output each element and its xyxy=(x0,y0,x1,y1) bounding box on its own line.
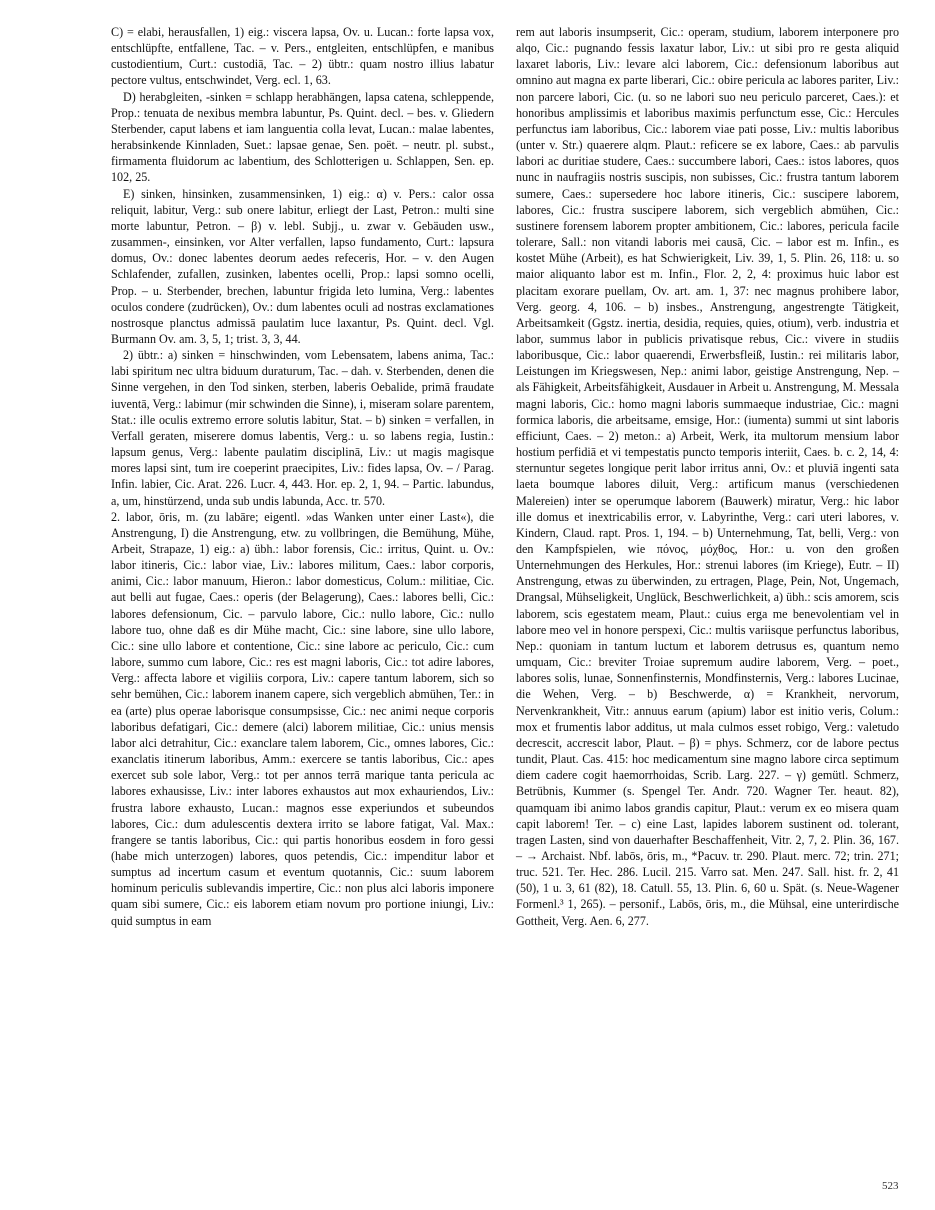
page-number: 523 xyxy=(882,1180,899,1192)
entry-paragraph-c: C) = elabi, herausfallen, 1) eig.: viscera lapsa, Ov. u. Lucan.: forte lapsa vox, entschlüpfte, entfallene, Tac. – v. Pers., entgleiten, entschlüpfen, e manibus custodientium, Curt.: custodiā, Tac. – 2) übtr.: quam nostro illius labatur pectore vultus, entschwindet, Verg. ecl. 1, 63. xyxy=(111,25,494,88)
entry-paragraph-e: E) sinken, hinsinken, zusammensinken, 1) eig.: α) v. Pers.: calor ossa reliquit, labitur, Verg.: sub onere labitur, erliegt der Last, Petron.: multi sine morte labuntur, Petron. – β) v. lebl. Subjj., u. zwar v. Gebäuden usw., zusammen-, einsinken, vor Alter verfallen, lapso fundamento, Curt.: lapsura domus, Ov.: donec labentes deorum aedes refeceris, Hor. – v. den Augen Schlafender, zufallen, zusinken, labentes ocelli, Prop.: lapsi somno ocelli, Prop. – u. Sterbender, brechen, labuntur frigida leto lumina, Verg.: labentes oculos condere (zudrücken), Ov.: dum labentes oculi ad nostras exclamationes nostrosque planctus admissā paulatim luce laxantur, Ps. Quint. decl. Vgl. Burmann Ov. am. 3, 5, 1; trist. 3, 3, 44. xyxy=(111,186,494,346)
left-column xyxy=(111,24,494,929)
entry-labor-continued: rem aut laboris insumpserit, Cic.: operam, studium, laborem interponere pro alqo, Cic.: pugnando fessis laxatur labor, Liv.: ut sibi pro re gesta aliquid laxaret laboris, Liv.: levare alci laborem, Cic.: defensionum laboribus aut omnino aut magna ex parte liberari, Cic.: obire pericula ac labores pariter, Liv.: non parcere labori, Cic. (u. so ne labori suo neu periculo parceret, Caes.): et honoribus amplissimis et laboribus maximis perfunctum esse, Cic.: Hercules perfunctus iam laboribus, Cic.: laborem viae pati posse, Liv.: multis laboribus (unter v. Str.) quaerere alqm. Plaut.: reficere se ex labore, Caes.: ab parvulis labori ac duritiae studere, Caes.: succumbere labori, Caes.: istos labores, quos nunc in naufragiis nostris suscipis, non subisses, Cic.: frustra tantum laborem sumere, Caes.: supersedere hoc labore itineris, Cic.: suscipere laborem, labores, Cic.: frustra suscipere laborem, sich vergeblich abmühen, Cic.: sustinere forensem laborem propter ambitionem, Cic.: labores, pericula facile tolerare, Sall.: non vitandi laboris mei causā, Cic. – labor est m. Infin., es kostet Mühe (Arbeit), es hat Schwierigkeit, Liv. 39, 1, 5. Plin. 26, 118: u. so maior aliquanto labor est m. Infin., Flor. 2, 2, 4: proximus huic labor est placitam exorare puellam, Ov. art. am. 1, 37: nec magnus prohibere labor, Verg. georg. 4, 106. – b) insbes., Anstrengung, angestrengte Tätigkeit, Arbeitsamkeit (Ggstz. inertia, desidia, requies, quies, otium), verb. industria et labor, summus labor in publicis privatisque rebus, Cic.: vivere in studiis laboribusque, Cic.: labor quaerendi, Erwerbsfleiß, Iustin.: rei militaris labor, Leistungen im Kriegswesen, Nep.: animi labor, geistige Anstrengung, Nep. – als Fähigkeit, Arbeitsfähigkeit, Ausdauer in Arbeit u. Anstrengung, M. Messala magni laboris, Cic.: homo magni laboris summaeque industriae, Cic.: magni formica laboris, die arbeitsame, emsige, Hor.: (iumenta) summi ut sint laboris efficiunt, Caes. – 2) meton.: a) Arbeit, Werk, ita multorum mensium labor hostium perfidiā et vi tempestatis puncto temporis interiit, Caes. b. c. 2, 14, 4: sternuntur segetes longique perit labor irritus anni, Ov.: et pluviā ingenti sata laeta boumque labores diluit, Verg.: artificum manus (verschiedenen Malereien) inter se operumque laborem (Bauwerk) miratur, Verg.: hic labor ille domus et inextricabilis error, v. Labyrinthe, Verg.: cari uteri labores, v. Kindern, Claud. rapt. Pros. 1, 194. – b) Unternehmung, Tat, belli, Verg.: von den Kampfspielen, wie πόνος, μόχθος, Hor.: u. von den großen Unternehmungen des Herkules, Hor.: strenui labores (im Kriege), Eutr. – II) Anstrengung, etwas zu überwinden, zu ertragen, Plage, Pein, Not, Ungemach, Drangsal, Mühseligkeit, Unglück, Beschwerlichkeit, a) übh.: scis amorem, scis laborem, scis egestatem meam, Plaut.: cuius erga me benevolentiam vel in labore meo vel in honore perspexi, Cic.: multis variisque perfunctus laboribus, Nep.: quoniam in tantum luctum et laborem detrusus es, quantum nemo umquam, Cic.: breviter Troiae supremum audire laborem, Verg. – poet., labores solis, lunae, Sonnenfinsternis, Mondfinsternis, Verg.: labores Lucinae, die Wehen, Verg. – b) Beschwerde, α) = Krankheit, nervorum, Nervenkrankheit, Vitr.: annuus earum (apium) labor est initio veris, Colum.: mox et frumentis labor additus, ut mala culmos esset robigo, Verg.: valetudo decrescit, accrescit labor, Plaut. – β) = phys. Schmerz, cor de labore pectus tundit, Plaut. Cas. 415: hoc medicamentum sine magno labore circa septimum diem cadere cogit haemorrhoidas, Scrib. Larg. 227. – γ) gemütl. Schmerz, Betrübnis, Kummer (s. Spengel Ter. Andr. 720. Wagner Ter. heaut. 82), quamquam ibi animo labos grandis capitur, Plaut.: verum ex eo misera quam capit laborem! Ter. – c) eine Last, lapides laborem sustinent od. tolerant, tragen Lasten, sind von dauerhafter Beschaffenheit, Vitr. 2, 7, 2. Plin. 36, 167. – → Archaist. Nbf. labōs, ōris, m., *Pacuv. tr. 290. Plaut. merc. 72; trin. 271; truc. 521. Ter. Hec. 286. Lucil. 215. Varro sat. Men. 247. Sall. hist. fr. 2, 41 (50), 1 u. 3, 61 (82), 18. Catull. 55, 13. Plin. 6, 60 u. Spät. (s. Neue-Wagener Formenl.³ 1, 265). – personif., Labōs, ōris, m., die Mühsal, eine unterirdische Gottheit, Verg. Aen. 6, 277. xyxy=(516,25,899,928)
entry-paragraph-2: 2) übtr.: a) sinken = hinschwinden, vom Lebensatem, labens anima, Tac.: labi spiritum nec ultra biduum duraturum, Tac. – dah. v. Sterbenden, denen die Sinne vergehen, in den Tod sinken, sterben, laberis Oebalide, primā fraudate iuventā, Verg.: labimur (mir schwinden die Sinne), i, miseram solare parentem, Stat.: ille oculis extremo errore solutis labitur, Stat. – b) sinken = verfallen, in Verfall geraten, miserere domus labentis, Verg.: u. so labens regia, Iustin.: lapsum genus, Verg.: labente paulatim disciplinā, Liv.: ut magis magisque mores lapsi sint, tum ire coeperint praecipites, Liv.: fides lapsa, Ov. – / Parag. Infin. labier, Cic. Arat. 226. Lucr. 4, 443. Hor. ep. 2, 1, 94. – Partic. labundus, a, um, hinstürzend, unda sub undis labunda, Acc. tr. 570. xyxy=(111,348,494,508)
entry-labor-head: 2. labor, ōris, m. (zu labāre; eigentl. »das Wanken unter einer Last«), die Anstrengung, I) die Anstrengung, etw. zu vollbringen, die Bemühung, Mühe, Arbeit, Strapaze, 1) eig.: a) übh.: labor forensis, Cic.: irritus, Quint. u. Ov.: labor itineris, Cic.: labor viae, Liv.: labores militum, Caes.: labor corporis, animi, Cic.: labor manuum, Hieron.: labor domesticus, Colum.: militiae, Cic. aut belli aut fugae, Caes.: operis (der Belagerung), Caes.: labores belli, Cic.: labores defensionum, Cic. – parvulo labore, Cic.: nullo labore, Cic.: nullo labore tuo, ohne daß es dir Mühe macht, Cic.: sine labore, sine ullo labore, Cic.: sine ullo labore et contentione, Cic.: sine labore ac periculo, Cic.: cum labore, summo cum labore, Cic.: res est magni laboris, Cic.: tot adire labores, Verg.: affecta labore et vigiliis corpora, Liv.: capere tantum laborem, sich so sehr bemühen, Cic.: laborem inanem capere, sich vergeblich abmühen, Ter.: in ea (arte) plus operae laborisque consumpsisse, Cic.: nec animi neque corporis laboribus defatigari, Cic.: demere (alci) laborem militiae, Cic.: unius mensis labor alci detrahitur, Cic.: exanclare talem laborem, Cic., omnes labores, Cic.: exanclatis itinerum laboribus, Amm.: exercere se tantis laboribus, Cic.: apes exercet sub sole labor, Verg.: tot per annos terrā marique tanta pericula ac labores exhausisse, Liv.: inter labores exhaustos aut mox exhauriendos, Liv.: frustra labore exhausto, Lucan.: magnos esse experiundos et subeundos labores, Cic.: dum adulescentis dextera irrito se labore fatigat, Val. Max.: frangere se tantis laboribus, Cic.: qui partis honoribus eosdem in foro gessi (habe mich unterzogen) labores, quos petendis, Cic.: impenditur labor et sumptus ad incertum casum et eventum quotannis, Cic.: suum laborem hominum periculis sublevandis impertire, Cic.: non plus alci laboris imponere quam sibi sumere, Cic.: eis laborem etiam novum pro portione iniungi, Liv.: quid sumptus in eam xyxy=(111,509,494,928)
entry-paragraph-d: D) herabgleiten, -sinken = schlapp herabhängen, lapsa catena, schleppende, Prop.: tenuata de nexibus membra labuntur, Ps. Quint. decl. – bes. v. Gliedern Sterbender, caput labens et iam languentia colla levat, Lucan.: malae labentes, herabsinkende Kinnladen, Suet.: lapsae genae, Sen. poët. – neutr. pl. subst., firmamenta fluidorum ac labentium, des Schlotterigen u. Schlappen, Sen. ep. 102, 25. xyxy=(111,89,494,185)
right-column xyxy=(516,24,899,929)
